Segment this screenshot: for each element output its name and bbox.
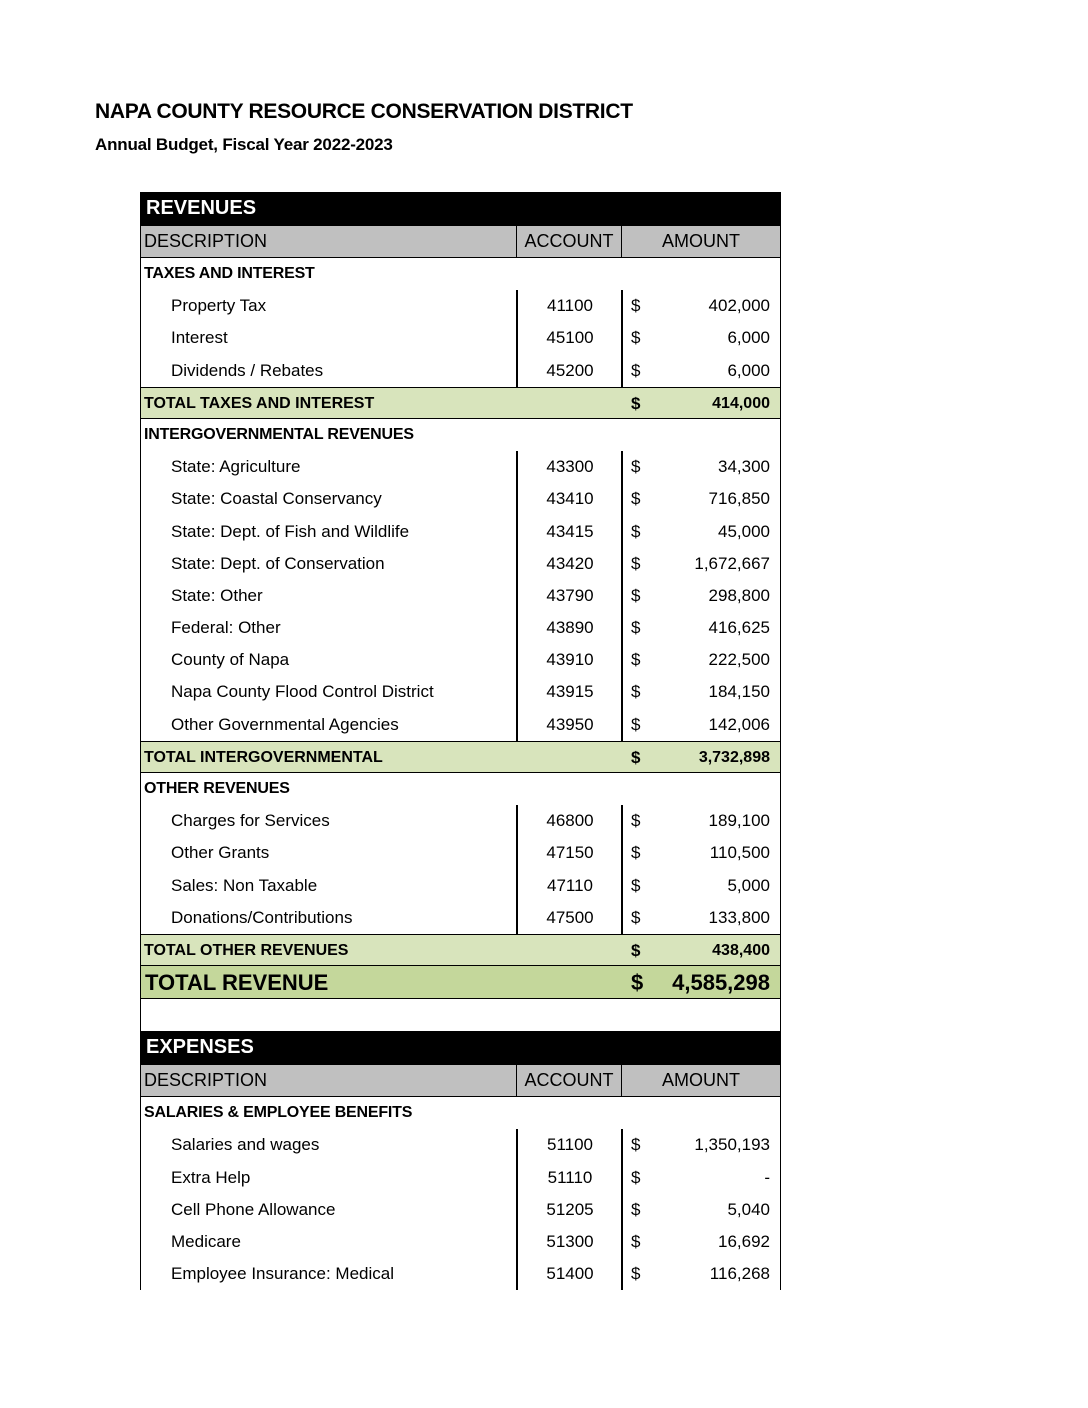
currency-symbol: $ (621, 1194, 640, 1226)
line-item-account: 51205 (516, 1194, 622, 1226)
currency-symbol: $ (621, 1258, 640, 1290)
line-item-description: Interest (171, 328, 228, 348)
line-item-row (140, 837, 781, 869)
currency-symbol: $ (621, 580, 640, 612)
line-item-account: 51300 (516, 1226, 622, 1258)
section-title: EXPENSES (146, 1036, 254, 1059)
category-label: TAXES AND INTEREST (144, 265, 315, 282)
line-item-account: 43915 (516, 676, 622, 708)
line-item-amount: 16,692 (718, 1231, 770, 1251)
line-item-amount: 184,150 (708, 682, 770, 702)
currency-symbol: $ (621, 322, 640, 354)
line-item-account: 46800 (516, 805, 622, 837)
line-item-row (140, 1194, 781, 1226)
line-item-description: Other Governmental Agencies (171, 714, 399, 734)
line-item-amount: 6,000 (727, 360, 770, 380)
column-header-row (140, 1064, 781, 1097)
line-item-amount: 6,000 (727, 328, 770, 348)
line-item-account: 51100 (516, 1129, 622, 1161)
section-spacer (140, 999, 781, 1031)
line-item-row (140, 1226, 781, 1258)
line-item-account: 51110 (516, 1162, 622, 1194)
line-item-row (140, 644, 781, 676)
currency-symbol: $ (621, 870, 640, 902)
account-column-header: ACCOUNT (516, 1065, 622, 1096)
line-item-account: 47500 (516, 902, 622, 934)
line-item-amount: 1,350,193 (694, 1135, 770, 1155)
line-item-description: State: Dept. of Fish and Wildlife (171, 521, 410, 541)
line-item-account: 45200 (516, 355, 622, 387)
line-item-description: Salaries and wages (171, 1135, 320, 1155)
currency-symbol: $ (621, 483, 640, 515)
line-item-amount: 5,000 (727, 875, 770, 895)
currency-symbol: $ (621, 1129, 640, 1161)
line-item-row (140, 580, 781, 612)
line-item-row (140, 451, 781, 483)
line-item-amount: 5,040 (727, 1199, 770, 1219)
line-item-amount: 189,100 (708, 811, 770, 831)
budget-subtitle: Annual Budget, Fiscal Year 2022-2023 (95, 135, 393, 154)
line-item-row (140, 516, 781, 548)
line-item-amount: 416,625 (708, 618, 770, 638)
currency-symbol: $ (621, 612, 640, 644)
line-item-description: Napa County Flood Control District (171, 682, 434, 702)
currency-symbol: $ (621, 1162, 640, 1194)
subtotal-label: TOTAL OTHER REVENUES (144, 941, 349, 959)
line-item-description: Charges for Services (171, 811, 330, 831)
line-item-description: Sales: Non Taxable (171, 875, 318, 895)
grand-total-amount: 4,585,298 (672, 970, 770, 996)
line-item-description: Employee Insurance: Medical (171, 1264, 395, 1284)
line-item-row (140, 322, 781, 354)
line-item-row (140, 548, 781, 580)
currency-symbol: $ (621, 355, 640, 387)
line-item-description: State: Other (171, 585, 263, 605)
subtotal-row (140, 934, 781, 966)
category-row (140, 258, 781, 290)
line-item-row (140, 483, 781, 515)
line-item-row (140, 805, 781, 837)
line-item-amount: - (764, 1167, 770, 1187)
line-item-account: 45100 (516, 322, 622, 354)
category-row (140, 419, 781, 451)
line-item-amount: 133,800 (708, 907, 770, 927)
line-item-account: 51400 (516, 1258, 622, 1290)
expenses-section-header (140, 1031, 781, 1064)
currency-symbol: $ (631, 940, 641, 960)
currency-symbol: $ (621, 516, 640, 548)
line-item-row (140, 1129, 781, 1161)
category-label: INTERGOVERNMENTAL REVENUES (144, 425, 414, 443)
budget-sheet (140, 192, 781, 1290)
line-item-amount: 1,672,667 (694, 553, 770, 573)
currency-symbol: $ (621, 709, 640, 741)
account-column-header: ACCOUNT (516, 226, 622, 257)
line-item-row (140, 902, 781, 934)
subtotal-row (140, 741, 781, 773)
line-item-description: Donations/Contributions (171, 907, 353, 927)
line-item-amount: 222,500 (708, 650, 770, 670)
currency-symbol: $ (621, 902, 640, 934)
line-item-row (140, 1258, 781, 1290)
line-item-amount: 45,000 (718, 521, 770, 541)
line-item-account: 47150 (516, 837, 622, 869)
subtotal-label: TOTAL INTERGOVERNMENTAL (144, 748, 383, 766)
line-item-account: 43300 (516, 451, 622, 483)
line-item-account: 43410 (516, 483, 622, 515)
subtotal-amount: 3,732,898 (698, 748, 770, 766)
currency-symbol: $ (631, 970, 644, 996)
org-title: NAPA COUNTY RESOURCE CONSERVATION DISTRICT (95, 100, 633, 123)
line-item-description: State: Coastal Conservancy (171, 489, 382, 509)
line-item-description: Extra Help (171, 1167, 251, 1187)
line-item-account: 43790 (516, 580, 622, 612)
currency-symbol: $ (621, 451, 640, 483)
line-item-row (140, 355, 781, 387)
line-item-account: 43910 (516, 644, 622, 676)
category-label: OTHER REVENUES (144, 780, 290, 797)
line-item-description: Federal: Other (171, 618, 281, 638)
line-item-amount: 34,300 (718, 457, 770, 477)
line-item-description: Dividends / Rebates (171, 360, 324, 380)
currency-symbol: $ (631, 393, 641, 413)
currency-symbol: $ (621, 837, 640, 869)
line-item-account: 47110 (516, 870, 622, 902)
line-item-account: 41100 (516, 290, 622, 322)
currency-symbol: $ (621, 1226, 640, 1258)
line-item-row (140, 676, 781, 708)
line-item-description: Cell Phone Allowance (171, 1199, 336, 1219)
line-item-row (140, 709, 781, 741)
line-item-description: County of Napa (171, 650, 290, 670)
currency-symbol: $ (631, 747, 641, 767)
subtotal-amount: 438,400 (712, 941, 770, 959)
category-row (140, 773, 781, 805)
line-item-description: Property Tax (171, 296, 267, 316)
line-item-account: 43950 (516, 709, 622, 741)
grand-total-row (140, 966, 781, 999)
line-item-description: State: Agriculture (171, 457, 301, 477)
subtotal-amount: 414,000 (712, 394, 770, 412)
grand-total-label: TOTAL REVENUE (145, 970, 329, 996)
line-item-description: State: Dept. of Conservation (171, 553, 385, 573)
line-item-account: 43890 (516, 612, 622, 644)
line-item-row (140, 290, 781, 322)
line-item-row (140, 1162, 781, 1194)
line-item-row (140, 612, 781, 644)
subtotal-label: TOTAL TAXES AND INTEREST (144, 394, 375, 412)
subtotal-row (140, 387, 781, 419)
amount-column-header: AMOUNT (662, 231, 740, 251)
line-item-description: Other Grants (171, 843, 270, 863)
line-item-amount: 110,500 (709, 843, 770, 863)
revenues-section-header (140, 192, 781, 225)
currency-symbol: $ (621, 548, 640, 580)
amount-column-header: AMOUNT (662, 1070, 740, 1091)
line-item-description: Medicare (171, 1231, 241, 1251)
currency-symbol: $ (621, 644, 640, 676)
category-label: SALARIES & EMPLOYEE BENEFITS (144, 1104, 413, 1122)
line-item-amount: 142,006 (708, 714, 770, 734)
description-column-header: DESCRIPTION (144, 231, 268, 251)
line-item-account: 43420 (516, 548, 622, 580)
section-title: REVENUES (146, 197, 257, 219)
currency-symbol: $ (621, 805, 640, 837)
category-row (140, 1097, 781, 1129)
line-item-amount: 716,850 (708, 489, 770, 509)
column-header-row (140, 225, 781, 258)
currency-symbol: $ (621, 290, 640, 322)
line-item-row (140, 870, 781, 902)
line-item-account: 43415 (516, 516, 622, 548)
line-item-amount: 402,000 (708, 296, 770, 316)
description-column-header: DESCRIPTION (144, 1070, 268, 1091)
currency-symbol: $ (621, 676, 640, 708)
line-item-amount: 298,800 (708, 585, 770, 605)
line-item-amount: 116,268 (709, 1264, 770, 1284)
